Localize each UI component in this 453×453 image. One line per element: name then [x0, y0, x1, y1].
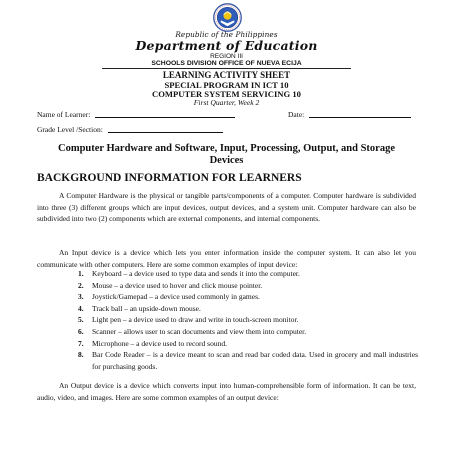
program-title: SPECIAL PROGRAM IN ICT 10	[164, 80, 289, 90]
list-text: Microphone – a device used to record sound.	[92, 338, 227, 348]
division-office-label: SCHOOLS DIVISION OFFICE OF NUEVA ECIJA	[151, 60, 302, 67]
list-item	[68, 338, 418, 350]
sheet-title: LEARNING ACTIVITY SHEET	[162, 70, 291, 80]
list-item	[68, 303, 418, 315]
list-number: 1.	[78, 269, 84, 278]
input-device-list	[68, 268, 418, 372]
lesson-title: Computer Hardware and Software, Input, Processing, Output, and Storage Devices	[58, 143, 395, 166]
input-paragraph	[37, 247, 416, 270]
header-divider	[102, 68, 351, 69]
list-number: 4.	[78, 303, 84, 313]
list-text: Bar Code Reader – is a device meant to scan and read bar coded data. Used in grocery and mall industries for purchasing goods.	[92, 350, 418, 371]
list-number: 6.	[78, 326, 84, 336]
list-item	[68, 280, 418, 292]
output-paragraph	[37, 380, 416, 403]
grade-section-field[interactable]	[37, 125, 223, 134]
date-line[interactable]	[309, 117, 411, 118]
republic-label: Republic of the Philippines	[175, 30, 278, 39]
learner-name-label: Name of Learner:	[37, 110, 91, 119]
list-item	[68, 349, 418, 372]
list-number: 8.	[78, 350, 84, 360]
list-number: 2.	[78, 280, 84, 290]
input-paragraph-text: An Input device is a device which lets you enter information inside the computer system. It can also let you communicate with other computers. Here are some common examples of input device:	[37, 248, 416, 269]
grade-section-line[interactable]	[108, 132, 223, 133]
grade-section-label: Grade Level /Section:	[37, 125, 103, 134]
list-text: Joystick/Gamepad – a device used commonly in games.	[92, 292, 260, 302]
hardware-paragraph	[37, 190, 416, 225]
list-text: Light pen – a device used to draw and write in touch-screen monitor.	[92, 315, 299, 325]
list-item	[68, 314, 418, 326]
list-item	[68, 326, 418, 338]
date-field[interactable]	[288, 110, 411, 119]
subject-title: COMPUTER SYSTEM SERVICING 10	[152, 89, 301, 99]
region-label: REGION III	[210, 53, 243, 60]
list-text: Mouse – a device used to hover and click mouse pointer.	[92, 280, 263, 290]
list-text: Track ball – an upside-down mouse.	[92, 303, 201, 313]
deped-seal-icon	[213, 3, 242, 32]
list-number: 3.	[78, 292, 84, 302]
section-heading: BACKGROUND INFORMATION FOR LEARNERS	[37, 172, 302, 184]
learner-name-line[interactable]	[95, 117, 235, 118]
department-name: Department of Education	[135, 38, 318, 53]
list-item	[68, 268, 418, 280]
list-number: 5.	[78, 315, 84, 325]
output-paragraph-text: An Output device is a device which converts input into human-comprehensible form of information. It can be text, audio, video, and images. Here are some common examples of an output device:	[37, 381, 416, 402]
list-text: Scanner – allows user to scan documents and view them into computer.	[92, 326, 307, 336]
list-number: 7.	[78, 338, 84, 348]
list-item	[68, 291, 418, 303]
hardware-paragraph-text: A Computer Hardware is the physical or tangible parts/components of a computer. Computer hardware is subdivided into three (3) different groups which are input devices, output devices, and a system unit. Computer hardware can also be subdivided into two (2) components which are external components, and internal components.	[37, 191, 416, 224]
list-text: Keyboard – a device used to type data and sends it into the computer.	[92, 269, 300, 278]
learner-name-field[interactable]	[37, 110, 235, 119]
date-label: Date:	[288, 110, 305, 119]
quarter-week: First Quarter, Week 2	[193, 98, 260, 107]
